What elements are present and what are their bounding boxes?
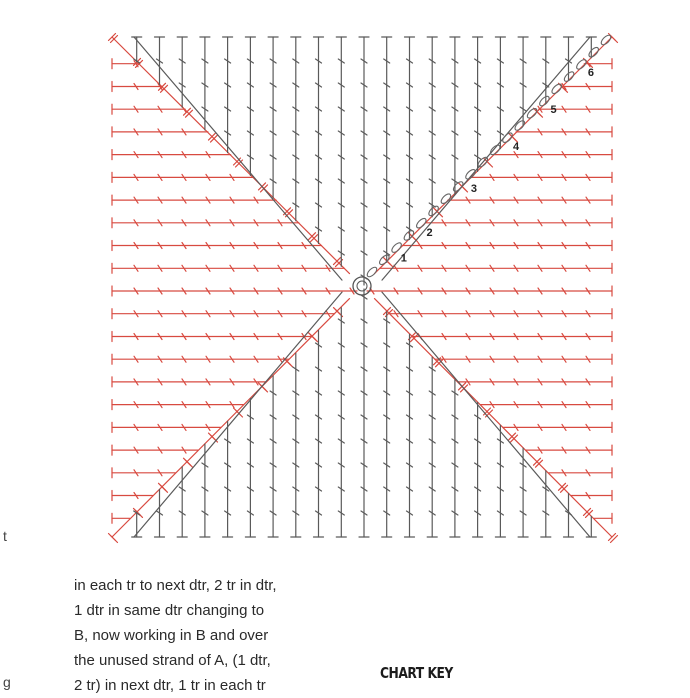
horizontal-stitch-row-right <box>516 127 612 137</box>
vertical-stitch-col-bottom <box>291 353 301 537</box>
pattern-instructions <box>74 573 374 698</box>
vertical-stitch-col-bottom <box>473 403 483 537</box>
diagonal-tick <box>311 335 318 342</box>
corner-diagonal <box>109 34 350 274</box>
vertical-stitch-col-top <box>268 37 278 198</box>
corner-diagonal-companion <box>382 292 590 537</box>
vertical-stitch-col-top <box>405 37 415 240</box>
horizontal-stitch-row-right <box>390 309 612 319</box>
horizontal-stitch-row-right <box>413 332 613 342</box>
horizontal-stitch-row-right <box>538 104 612 114</box>
chain-stitch <box>575 58 588 71</box>
diagonal-stem <box>134 37 342 280</box>
round-number: 6 <box>587 66 595 79</box>
horizontal-stitch-row-right <box>549 468 612 478</box>
diagonal-tick <box>461 185 468 192</box>
chain-stitch <box>513 119 526 132</box>
instruction-line: B, now working in B and over <box>74 627 269 644</box>
vertical-stitch-col-top <box>155 37 165 85</box>
diagonal-stem <box>134 292 342 537</box>
chart-key-heading: CHART KEY <box>380 664 453 682</box>
horizontal-stitch-row-right <box>493 150 612 160</box>
vertical-stitch-col-top <box>314 37 324 244</box>
vertical-stitch-col-top <box>291 37 301 221</box>
round-number-labels <box>401 67 594 265</box>
instruction-line: 1 dtr in same dtr changing to <box>74 602 265 619</box>
horizontal-stitch-row-left <box>112 286 357 296</box>
instruction-line: in each tr to next dtr, 2 tr in dtr, <box>74 577 277 594</box>
vertical-stitch-col-bottom <box>268 376 278 537</box>
horizontal-stitch-row-left <box>112 241 322 251</box>
vertical-stitch-col-bottom <box>314 331 324 538</box>
diagonal-tick <box>161 485 168 492</box>
starting-chain-layer <box>366 34 613 279</box>
vertical-stitch-col-bottom <box>245 399 255 537</box>
horizontal-stitch-row-right <box>481 400 612 410</box>
grey-stitch-layer <box>132 37 597 537</box>
chain-stitch <box>526 107 539 120</box>
margin-letter: t <box>3 528 7 544</box>
horizontal-stitch-row-left <box>112 127 208 137</box>
instruction-line: the unused strand of A, (1 dtr, <box>74 652 271 669</box>
horizontal-stitch-row-right <box>403 241 613 251</box>
horizontal-stitch-row-left <box>112 445 198 455</box>
corner-diagonal <box>375 299 618 543</box>
instruction-line: 2 tr) in next dtr, 1 tr in each tr <box>74 677 266 694</box>
horizontal-stitch-row-left <box>112 104 186 114</box>
horizontal-stitch-row-left <box>112 150 231 160</box>
vertical-stitch-col-bottom <box>359 289 369 537</box>
horizontal-stitch-row-left <box>112 377 266 387</box>
horizontal-stitch-row-left <box>112 332 312 342</box>
diagonal-tick <box>286 360 293 367</box>
horizontal-stitch-row-right <box>448 195 612 205</box>
vertical-stitch-col-top <box>450 37 460 194</box>
vertical-stitch-col-bottom <box>223 421 233 537</box>
vertical-stitch-col-top <box>245 37 255 175</box>
horizontal-stitch-row-left <box>112 309 334 319</box>
vertical-stitch-col-top <box>495 37 505 149</box>
horizontal-stitch-row-right <box>526 445 612 455</box>
horizontal-stitch-row-left <box>112 82 163 92</box>
chain-stitch <box>600 34 613 47</box>
diagonal-stem <box>382 37 590 280</box>
vertical-stitch-col-top <box>382 37 392 262</box>
horizontal-stitch-row-left <box>112 468 175 478</box>
magic-ring <box>353 277 371 295</box>
horizontal-stitch-row-right <box>503 422 612 432</box>
horizontal-stitch-row-right <box>562 82 613 92</box>
horizontal-stitch-row-right <box>435 354 612 364</box>
horizontal-stitch-row-right <box>367 286 612 296</box>
vertical-stitch-col-bottom <box>177 467 187 537</box>
vertical-stitch-col-bottom <box>382 312 392 537</box>
horizontal-stitch-row-left <box>112 172 253 182</box>
vertical-stitch-col-bottom <box>427 357 437 537</box>
chain-stitch <box>550 82 563 95</box>
horizontal-stitch-row-left <box>112 491 153 501</box>
vertical-stitch-col-top <box>518 37 528 126</box>
corner-diagonal <box>109 299 350 543</box>
vertical-stitch-col-top <box>427 37 437 217</box>
chain-stitch <box>538 95 551 108</box>
horizontal-stitch-row-right <box>572 491 613 501</box>
round-number: 3 <box>470 182 478 195</box>
diagonal-tick <box>186 460 193 467</box>
horizontal-stitch-row-left <box>112 263 344 273</box>
vertical-stitch-col-bottom <box>155 490 165 538</box>
vertical-stitch-col-bottom <box>336 308 346 537</box>
vertical-stitch-col-bottom <box>495 425 505 537</box>
diagonal-stem <box>382 292 590 537</box>
diagonal-tick <box>211 435 218 442</box>
horizontal-stitch-row-left <box>112 354 289 364</box>
margin-letter: g <box>3 674 11 690</box>
vertical-stitch-col-bottom <box>450 380 460 537</box>
diagonal-tick <box>611 36 618 43</box>
horizontal-stitch-row-right <box>380 263 612 273</box>
vertical-stitch-col-top <box>359 37 369 285</box>
red-stitch-layer <box>109 34 618 543</box>
vertical-stitch-col-top <box>336 37 346 266</box>
horizontal-stitch-row-left <box>112 218 299 228</box>
round-number: 4 <box>513 141 520 154</box>
horizontal-stitch-row-left <box>112 400 243 410</box>
horizontal-stitch-row-right <box>425 218 612 228</box>
round-number: 5 <box>550 104 557 116</box>
diagonal-tick <box>486 160 493 167</box>
chain-stitch <box>587 46 600 59</box>
corner-diagonal-companion <box>382 37 590 280</box>
round-number: 1 <box>400 252 407 265</box>
corner-diagonal-companion <box>134 37 342 280</box>
round-number: 2 <box>426 226 433 239</box>
horizontal-stitch-row-left <box>112 195 276 205</box>
horizontal-stitch-row-left <box>112 422 221 432</box>
corner-diagonal-companion <box>134 292 342 537</box>
vertical-stitch-col-top <box>223 37 233 153</box>
horizontal-stitch-row-right <box>458 377 612 387</box>
diagonal-tick <box>111 536 118 543</box>
horizontal-stitch-row-right <box>471 172 612 182</box>
vertical-stitch-col-bottom <box>405 335 415 538</box>
vertical-stitch-col-top <box>473 37 483 171</box>
